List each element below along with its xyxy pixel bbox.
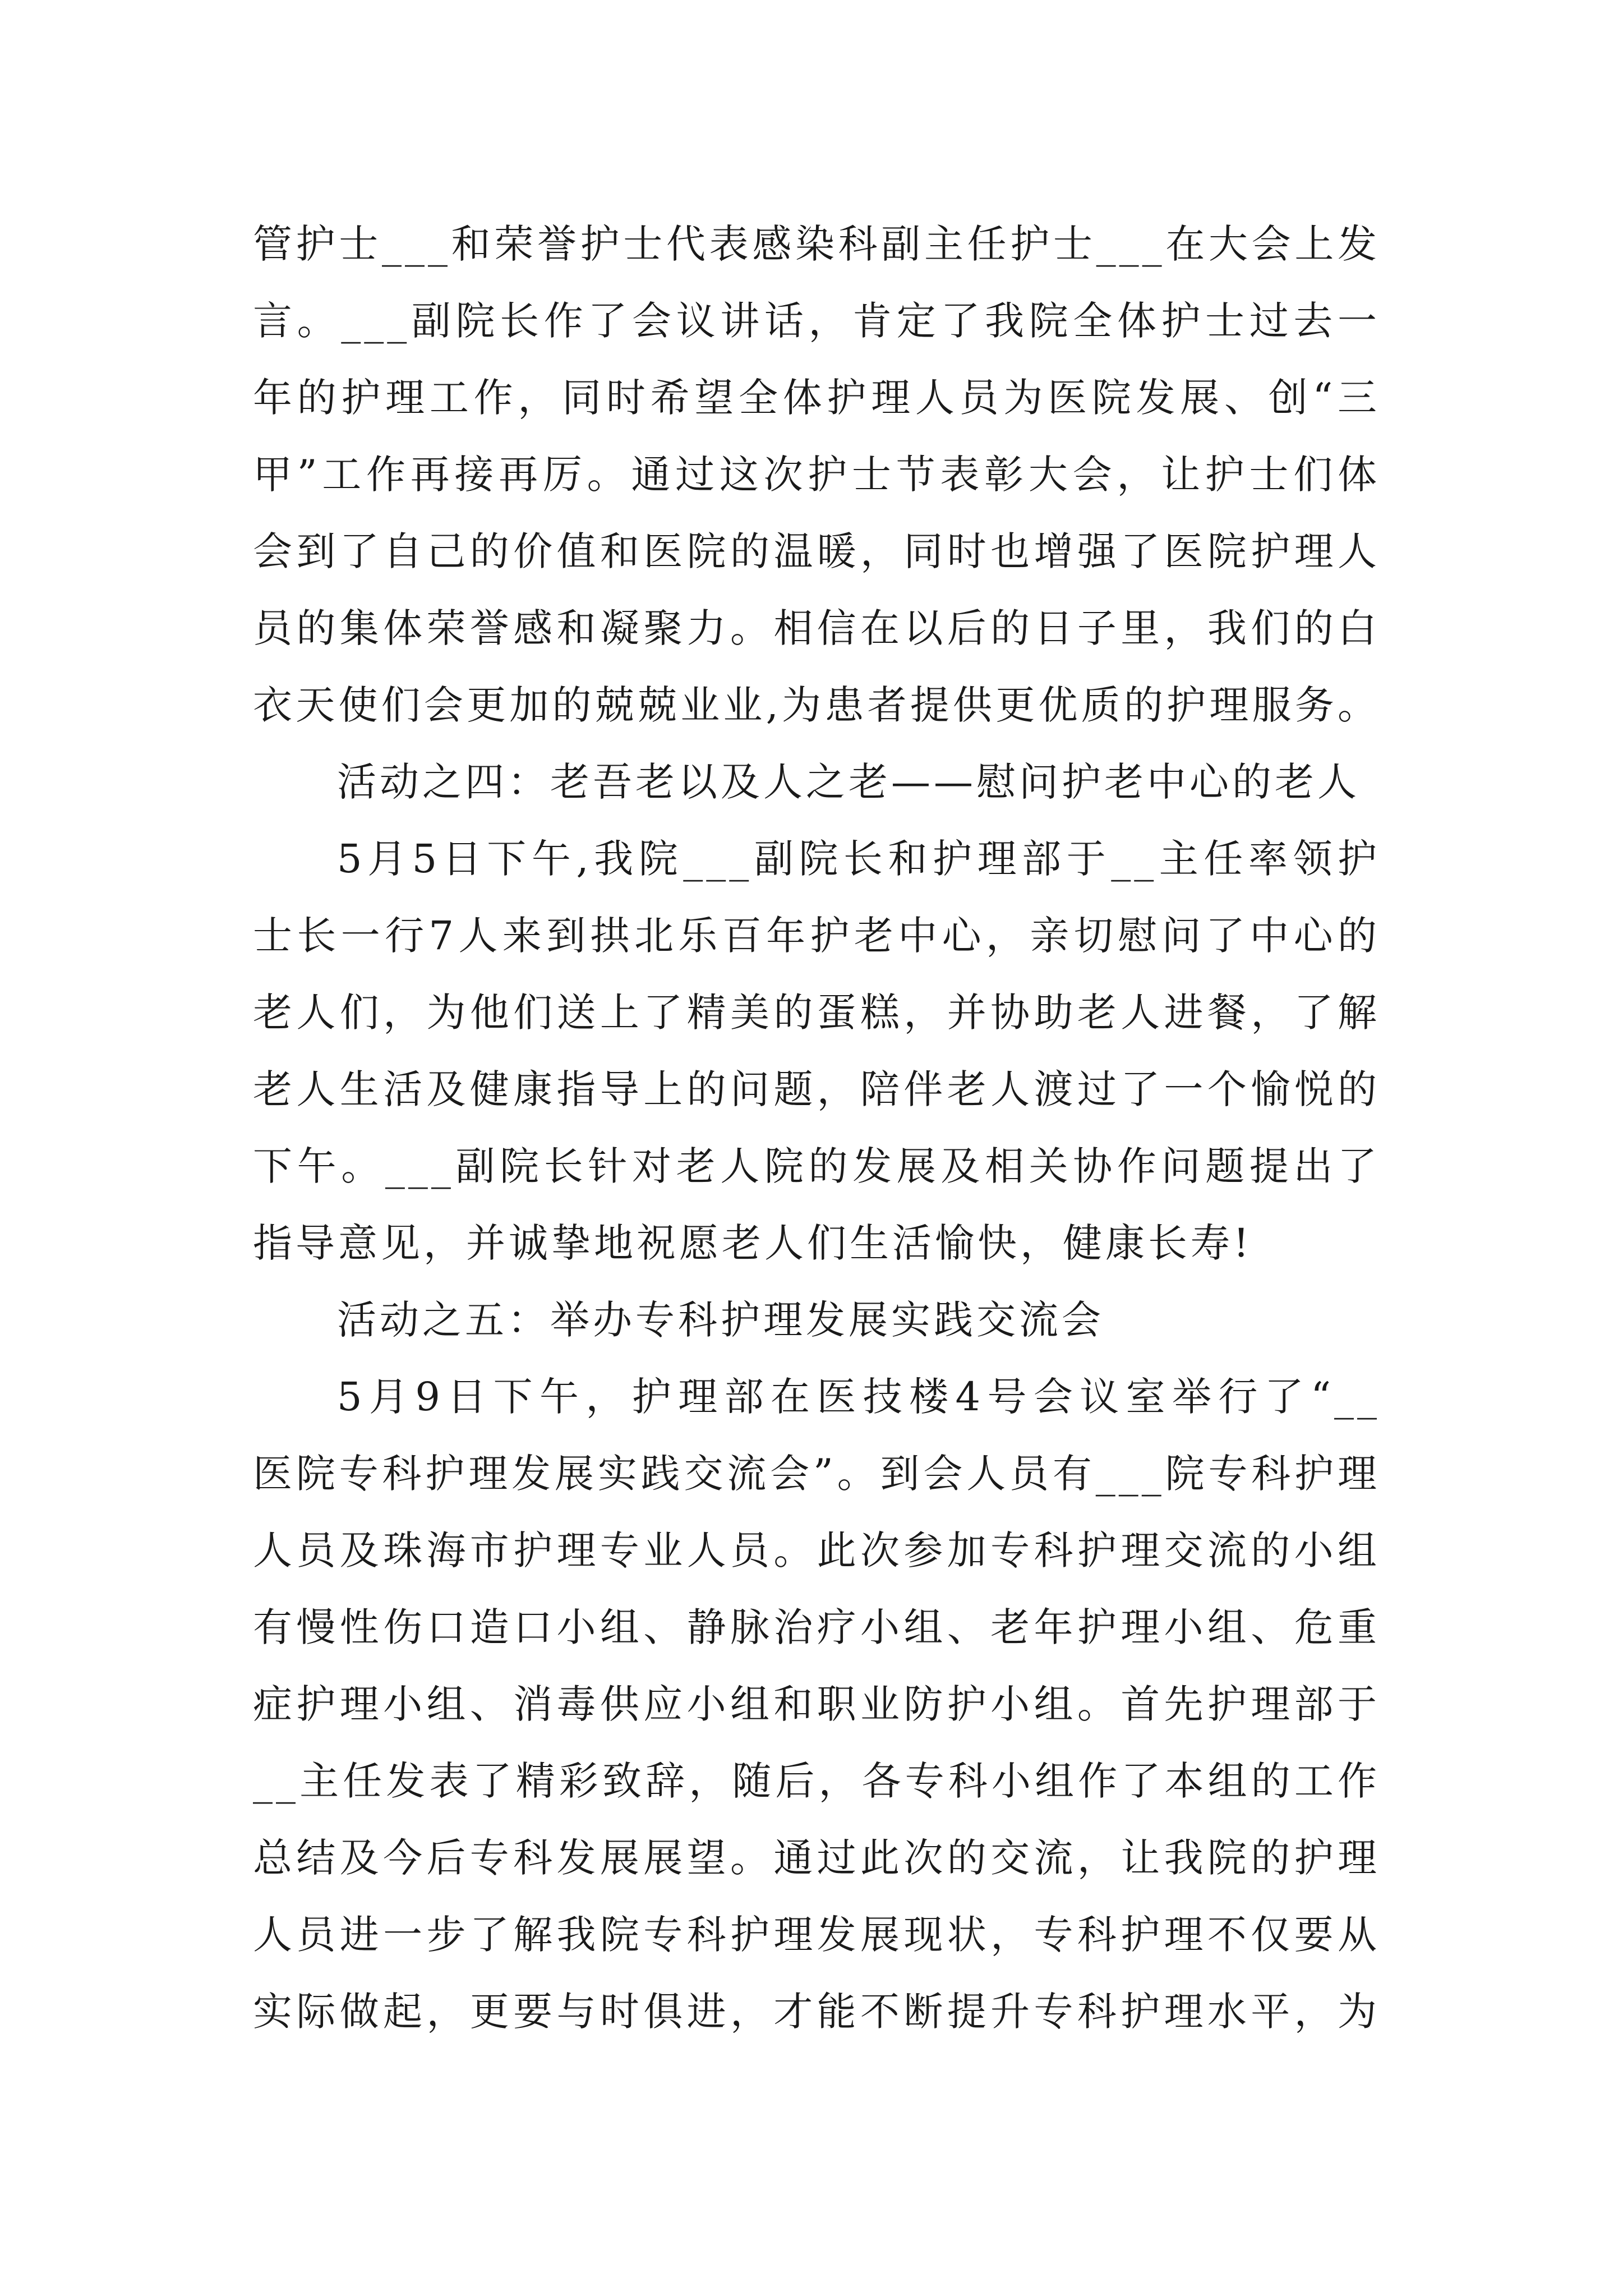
text-line: 老人们，为他们送上了精美的蛋糕，并协助老人进餐，了解 xyxy=(253,990,1380,1036)
text-line: 人员进一步了解我院专科护理发展现状，专科护理不仅要从 xyxy=(253,1912,1380,1958)
text-line: 有慢性伤口造口小组、静脉治疗小组、老年护理小组、危重 xyxy=(253,1604,1380,1650)
text-line: 实际做起，更要与时俱进，才能不断提升专科护理水平，为 xyxy=(253,1989,1380,2035)
text-line: 甲”工作再接再厉。通过这次护士节表彰大会，让护士们体 xyxy=(253,452,1380,498)
text-line: 员的集体荣誉感和凝聚力。相信在以后的日子里，我们的白 xyxy=(253,605,1380,651)
text-line: 下午。___副院长针对老人院的发展及相关协作问题提出了 xyxy=(253,1143,1380,1189)
text-line: 衣天使们会更加的兢兢业业,为患者提供更优质的护理服务。 xyxy=(253,682,1380,728)
text-line: 总结及今后专科发展展望。通过此次的交流，让我院的护理 xyxy=(253,1835,1380,1881)
text-line: __主任发表了精彩致辞，随后，各专科小组作了本组的工作 xyxy=(253,1758,1380,1804)
text-line: 5月9日下午，护理部在医技楼4号会议室举行了“__ xyxy=(337,1374,1380,1420)
text-line: 年的护理工作，同时希望全体护理人员为医院发展、创“三 xyxy=(253,375,1380,421)
text-line: 5月5日下午,我院___副院长和护理部于__主任率领护 xyxy=(337,836,1380,882)
section-heading: 活动之五：举办专科护理发展实践交流会 xyxy=(337,1297,1104,1343)
text-line: 会到了自己的价值和医院的温暖，同时也增强了医院护理人 xyxy=(253,528,1380,574)
text-line: 人员及珠海市护理专业人员。此次参加专科护理交流的小组 xyxy=(253,1527,1380,1573)
text-line: 老人生活及健康指导上的问题，陪伴老人渡过了一个愉悦的 xyxy=(253,1066,1380,1112)
text-line: 医院专科护理发展实践交流会”。到会人员有___院专科护理 xyxy=(253,1451,1380,1497)
document-body xyxy=(253,206,1380,2050)
text-line: 言。___副院长作了会议讲话，肯定了我院全体护士过去一 xyxy=(253,298,1380,344)
text-line: 士长一行7人来到拱北乐百年护老中心，亲切慰问了中心的 xyxy=(253,913,1380,959)
text-line: 指导意见，并诚挚地祝愿老人们生活愉快，健康长寿! xyxy=(253,1220,1253,1266)
text-line: 症护理小组、消毒供应小组和职业防护小组。首先护理部于 xyxy=(253,1681,1380,1727)
text-line: 管护士___和荣誉护士代表感染科副主任护士___在大会上发 xyxy=(253,221,1380,267)
section-heading: 活动之四：老吾老以及人之老——慰问护老中心的老人 xyxy=(337,759,1360,805)
